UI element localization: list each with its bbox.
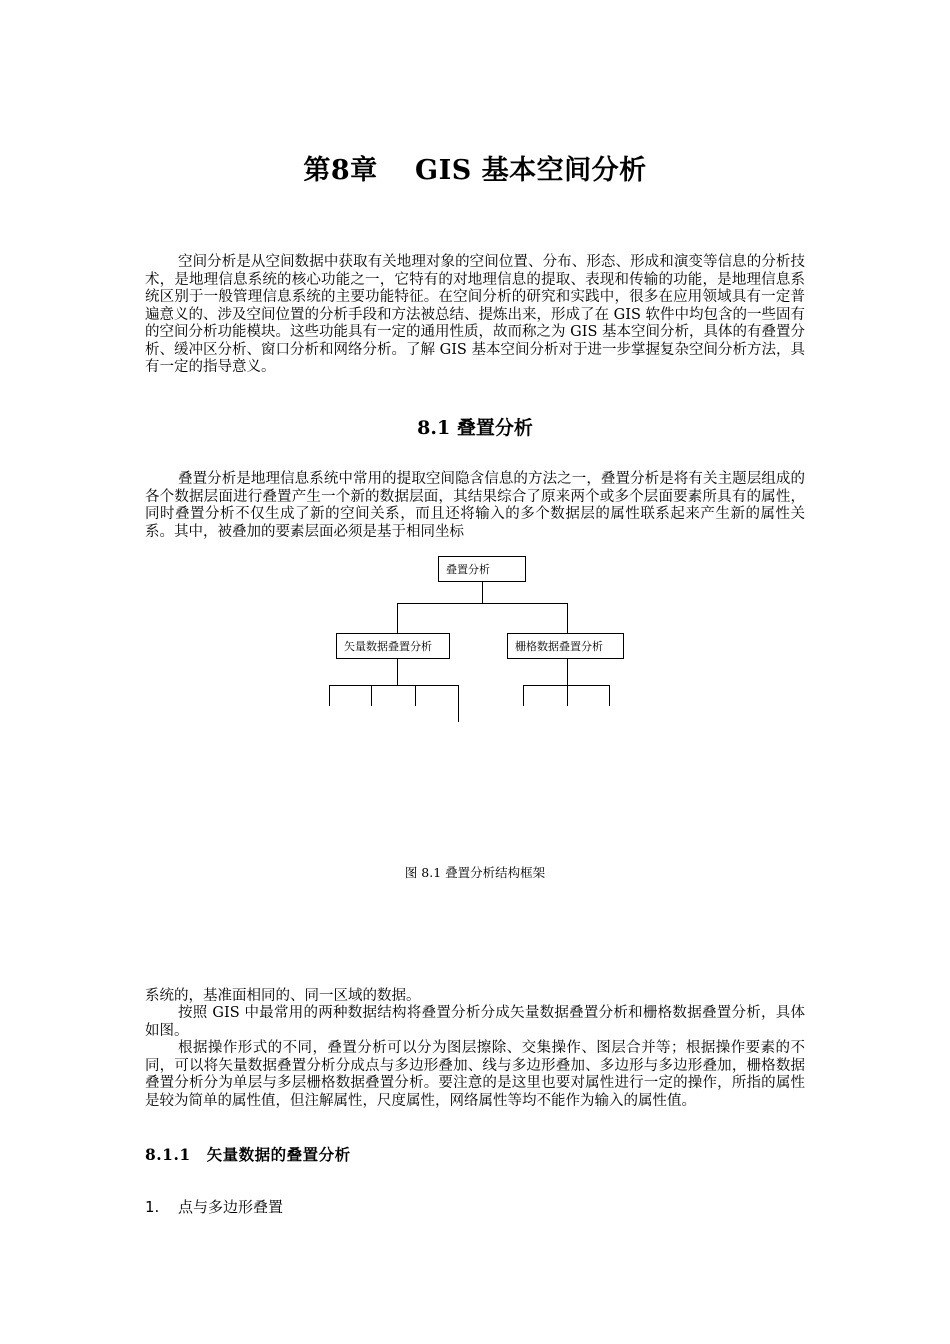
- list-item-number: 1.: [145, 1198, 160, 1216]
- continuation-text: 系统的，基准面相同的、同一区域的数据。: [145, 988, 421, 1004]
- section-paragraph: 叠置分析是地理信息系统中常用的提取空间隐含信息的方法之一，叠置分析是将有关主题层组成的各个数据层面进行叠置产生一个新的数据层面，其结果综合了原来两个或多个层面要素所具有的属性，同时叠置分析不仅生成了新的空间关系，而且还将输入的多个数据层的属性联系起来产生新的属性关系。其中，被叠加的要素层面必须是基于相同坐标: [145, 471, 805, 540]
- connector: [523, 685, 524, 706]
- diagram-raster-node: 栅格数据叠置分析: [507, 633, 624, 659]
- connector: [329, 685, 459, 686]
- connector: [567, 685, 568, 706]
- chapter-title: 第8章 GIS 基本空间分析: [303, 155, 647, 186]
- section-title: 8.1 叠置分析: [417, 417, 533, 439]
- paragraph-3: 根据操作形式的不同，叠置分析可以分为图层擦除、交集操作、图层合并等；根据操作要素的不同，可以将矢量数据叠置分析分成点与多边形叠加、线与多边形叠加、多边形与多边形叠加，栅格数据叠置分析分为单层与多层栅格数据叠置分析。要注意的是这里也要对属性进行一定的操作，所指的属性是较为简单的属性值，但注解属性，尺度属性，网络属性等均不能作为输入的属性值。: [145, 1040, 805, 1109]
- connector: [397, 659, 398, 685]
- connector: [397, 603, 568, 604]
- list-item-text: 点与多边形叠置: [178, 1198, 284, 1216]
- connector: [567, 603, 568, 633]
- paragraph-2: 按照 GIS 中最常用的两种数据结构将叠置分析分成矢量数据叠置分析和栅格数据叠置分析，具体如图。: [145, 1005, 805, 1039]
- connector: [329, 685, 330, 706]
- diagram-vector-node: 矢量数据叠置分析: [336, 633, 450, 659]
- subsection-title: 8.1.1 矢量数据的叠置分析: [145, 1145, 351, 1164]
- connector: [567, 659, 568, 685]
- connector: [609, 685, 610, 706]
- connector: [397, 603, 398, 633]
- connector: [415, 685, 416, 706]
- connector: [458, 685, 459, 722]
- connector: [482, 582, 483, 603]
- list-item: [145, 1196, 283, 1217]
- connector: [371, 685, 372, 706]
- intro-paragraph: 空间分析是从空间数据中获取有关地理对象的空间位置、分布、形态、形成和演变等信息的分析技术，是地理信息系统的核心功能之一，它特有的对地理信息的提取、表现和传输的功能，是地理信息系统区别于一般管理信息系统的主要功能特征。在空间分析的研究和实践中，很多在应用领域具有一定普遍意义的、涉及空间位置的分析手段和方法被总结、提炼出来，形成了在 GIS 软件中均包含的一些固有的空间分析功能模块。这些功能具有一定的通用性质，故而称之为 GIS 基本空间分析，具体的有叠置分析、缓冲区分析、窗口分析和网络分析。了解 GIS 基本空间分析对于进一步掌握复杂空间分析方法，具有一定的指导意义。: [145, 254, 805, 375]
- diagram-root-node: 叠置分析: [438, 556, 526, 582]
- figure-caption: 图 8.1 叠置分析结构框架: [404, 865, 546, 880]
